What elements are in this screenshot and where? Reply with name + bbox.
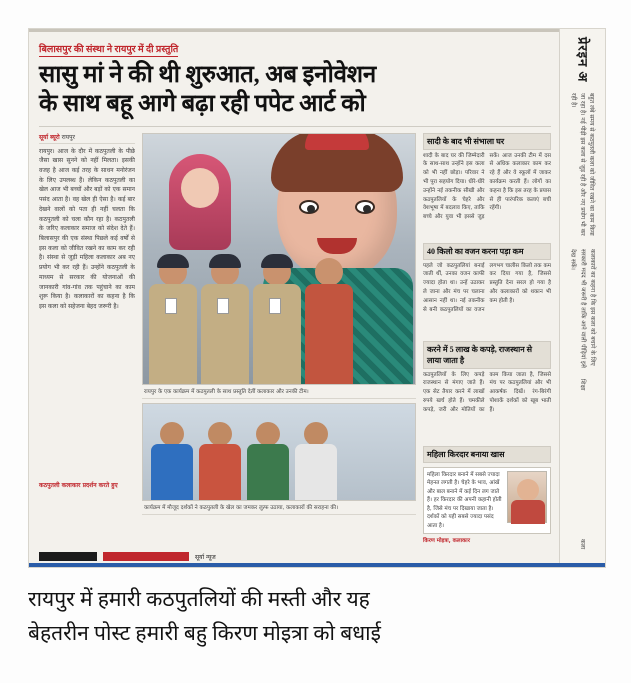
caption-line-2: बेहतरीन पोस्ट हमारी बहु किरण मोइत्रा को बधाई [28,621,381,646]
photo-crowd [143,252,415,384]
footer-black-block [39,552,97,561]
puppet-eye-left [299,200,319,214]
article-columns [39,133,551,545]
side-story-box [423,243,551,336]
photo2-person [245,422,291,500]
vertical-strip-label-b: कला [579,538,586,549]
newspaper-clipping [28,28,606,568]
clipping-footer-bar [39,552,505,561]
puppet-eye-right [355,200,375,214]
profile-story-box [423,446,551,545]
side-story-heading: सादी के बाद भी संभाला घर [423,133,551,150]
vertical-strip-note-1: बहुत लंबे समय से कठपुतली कला को जीवित रखने का काम किया जा रहा है। नई पीढ़ी इस कला से जुड़ रही है और नए प्रयोग भी कर रही है। [570,92,595,236]
article-body-text: रायपुर। आज के दौर में कठपुतली के पीछे जैसा खास सुनने को नहीं मिलता। इसकी वजह है आज कई तरह के साधन मनोरंजन के लिए उपलब्ध हैं। लेकिन कठपुतली का खेल आज भी बच्चों और बड़ों को एक समान पसंद आता है। वह खेल ही ऐसा है। कई बार देखने वालों को पता ही नहीं चलता कि कठपुतली को चला कौन रहा है। कठपुतली के जरिए कलाकार समाज को संदेश देते हैं। बिलासपुर की एक संस्था पिछले कई वर्षों से इस कला को जीवित रखने का काम कर रही है। संस्था से जुड़ी महिला कलाकार अब नए प्रयोग भी कर रही हैं। उन्होंने कठपुतली के माध्यम से सरकार की योजनाओं की जानकारी गांव-गांव तक पहुंचाने का काम शुरू किया है। कलाकारों का कहना है कि इस कला को सहेजना बेहद जरूरी है। [39,147,135,311]
puppet-crown [305,133,369,150]
side-story-box [423,341,551,441]
main-photo-caption: रायपुर के एक कार्यक्रम में कठपुतली के साथ प्रस्तुति देतीं कलाकार और उनकी टीम। [142,385,416,399]
vertical-side-strip [559,29,605,567]
small-puppet-face [181,168,219,208]
side-story-heading: करने में 5 लाख के कपड़े, राजस्थान से लाया जाता है [423,341,551,369]
footer-red-block [103,552,189,561]
photo-person [147,258,199,384]
profile-text: महिला किरदार बनाने में सबसे ज्यादा मेहनत लगती है। चेहरे के भाव, आंखें और बाल बनाने में कई दिन लग जाते हैं। हर किरदार की अपनी कहानी होती है, जिसे मंच पर दिखाया जाता है। दर्शकों को यही सबसे ज्यादा पसंद आता है। [427,471,502,529]
photo-person [303,258,355,384]
photo-person [199,258,251,384]
vertical-strip-label-a: शिक्षा [579,378,586,390]
byline-city: रायपुर [61,133,75,141]
article-kicker: बिलासपुर की संस्था ने रायपुर में दी प्रस्तुति [39,42,178,57]
photo2-person [149,422,195,500]
side-story-heading: 40 किलो का वजन करना पड़ा कम [423,243,551,260]
article-headline [39,61,551,120]
vertical-strip-note-2: कलाकारों का कहना है कि इस कला को बचाने के लिए सरकारी मदद भी जरूरी है ताकि आने वाली पीढ़ियां इसे देख सकें। [569,248,596,368]
caption-line-1: रायपुर में हमारी कठपुतलियों की मस्ती और यह [28,587,370,611]
profile-card [423,467,551,535]
byline [39,133,135,144]
headline-line-1: सासु मां ने की थी शुरुआत, अब इनोवेशन [39,62,376,88]
secondary-photo-caption: कार्यक्रम में मौजूद दर्शकों ने कठपुतली के खेल का जमकर लुत्फ उठाया, कलाकारों की सराहना की। [142,501,416,515]
profile-name: किरण मोइत्रा, कलाकार [423,538,470,545]
byline-source: सूर्या ब्यूरो [39,133,60,141]
post-caption [28,582,606,650]
footer-text: सूर्या न्यूज [195,553,216,561]
photo2-person [293,422,339,500]
headline-rule [39,126,551,127]
clipping-content [29,29,559,567]
photo2-person [197,422,243,500]
vertical-strip-title: प्रेरइन अ [575,37,591,83]
small-puppet-figure [169,160,231,252]
photo-column [142,133,416,515]
side-story-box [423,133,551,238]
side-story-text: शादी के बाद घर की जिम्मेदारी के साथ-साथ उन्होंने इस कला को भी नहीं छोड़ा। परिवार ने भी पूरा सहयोग दिया। धीरे-धीरे उन्होंने नई तकनीक सीखी और कठपुतलियों के चेहरे और वेशभूषा में बदलाव किए, ताकि बच्चे और युवा भी इससे जुड़ सकें। आज उनकी टीम में दस से अधिक कलाकार काम कर रहे हैं और वे स्कूलों में जाकर कार्यक्रम करती हैं। लोगों का कहना है कि इस तरह के प्रयास से ही पारंपरिक कलाएं बची रहेंगी। [423,152,551,221]
left-column-footnote: कठपुतली कलाकार प्रदर्शन करते हुए [39,481,118,489]
photo-person [251,258,303,384]
headline-line-2: के साथ बहू आगे बढ़ा रही पपेट आर्ट को [39,91,366,118]
main-photo [142,133,416,385]
profile-heading: महिला किरदार बनाया खास [423,446,551,463]
secondary-photo [142,403,416,501]
side-story-text: कठपुतलियों के लिए कपड़े राजस्थान से मंगाए जाते हैं। एक सेट तैयार करने में लाखों रुपये खर्च होते हैं। चमकीले कपड़े, जरी और मोतियों का काम किया जाता है, जिससे मंच पर कठपुतलियां और भी आकर्षक दिखें। रंग-बिरंगी पोशाकें दर्शकों को खूब भाती हैं। [423,371,551,413]
left-text-column [39,133,135,515]
side-story-text: पहले जो कठपुतलियां बनाई जाती थीं, उनका वजन काफी ज्यादा होता था। उन्हें उठाकर ले जाना और मंच पर चलाना आसान नहीं था। नई तकनीक से बनी कठपुतलियों का वजन लगभग चालीस किलो तक कम कर दिया गया है, जिससे प्रस्तुति देना सरल हो गया है और कलाकारों को थकान भी कम होती है। [423,262,551,313]
side-stories-column [423,133,551,545]
clipping-bottom-blue-rule [29,563,605,567]
profile-photo [507,471,547,523]
